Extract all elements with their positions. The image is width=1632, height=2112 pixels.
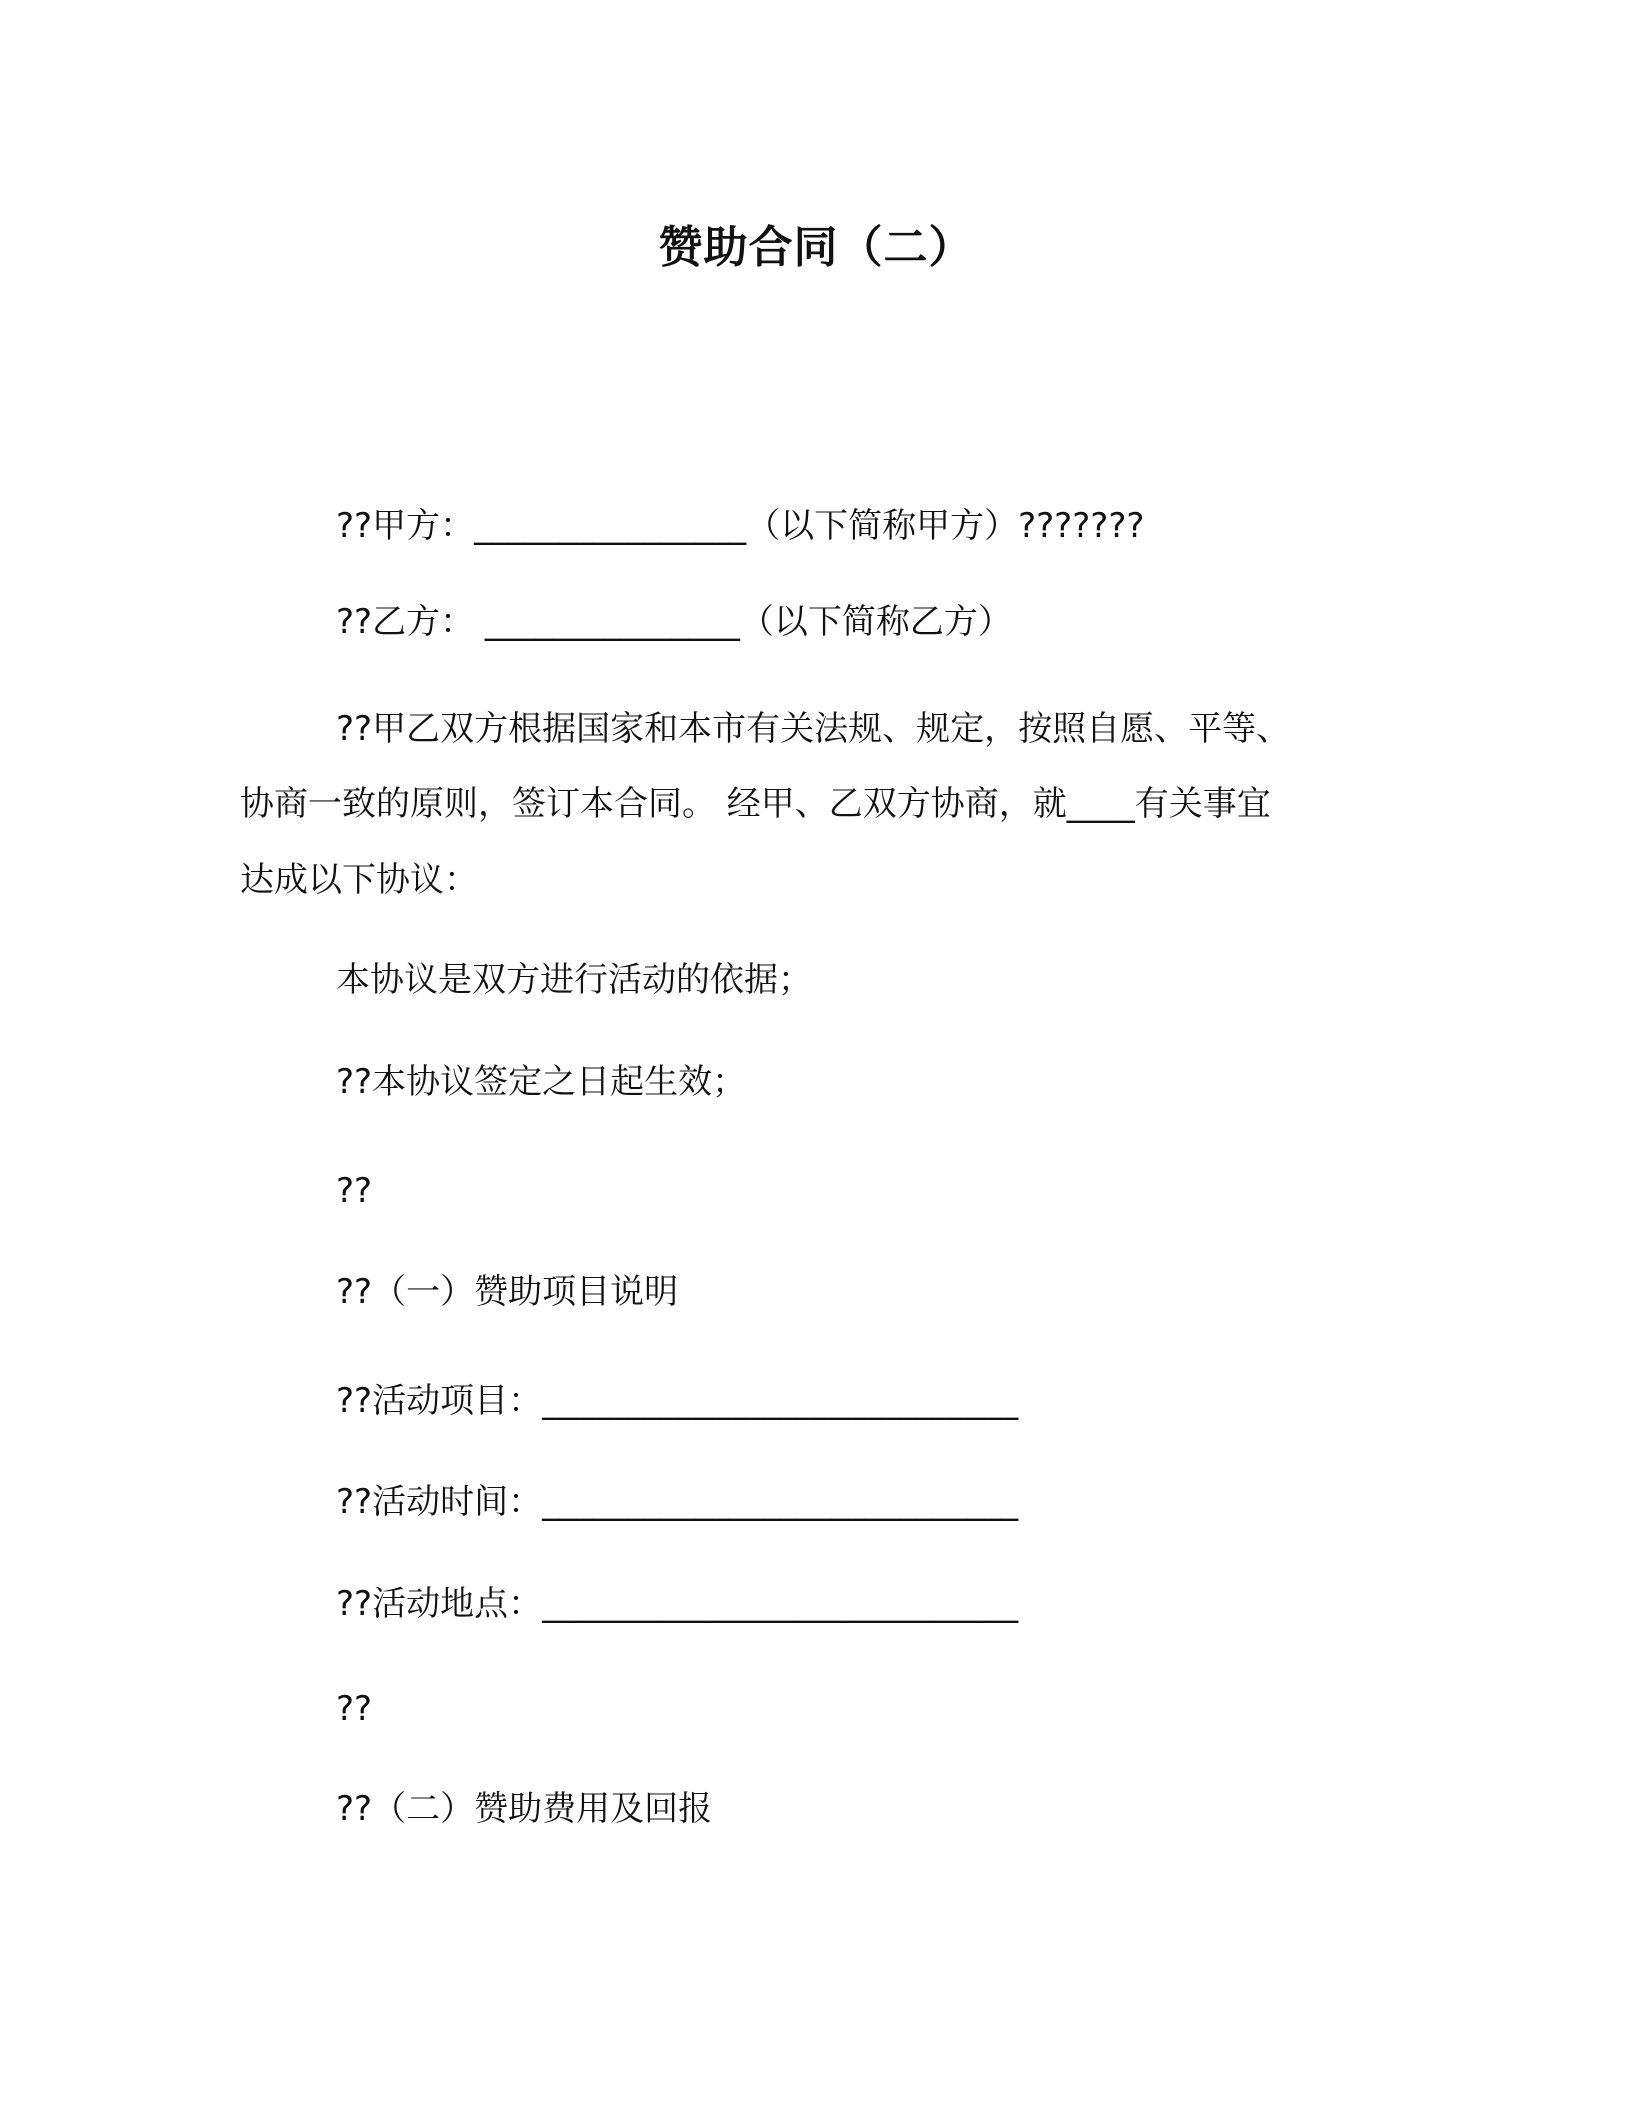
document-title: 赞助合同（二）: [658, 222, 974, 273]
section-2-heading: ??（二）赞助费用及回报: [336, 1789, 713, 1829]
preamble-line-2: 协商一致的原则，签订本合同。 经甲、乙双方协商，就____有关事宜: [240, 784, 1271, 824]
blank-line-1: ??: [336, 1171, 373, 1211]
party-a-line: ??甲方：________________（以下简称甲方）???????: [336, 506, 1145, 546]
clause-basis: 本协议是双方进行活动的依据；: [336, 960, 812, 1000]
activity-location-field: ??活动地点：____________________________: [336, 1584, 1019, 1624]
preamble-line-3: 达成以下协议：: [240, 860, 478, 900]
party-b-line: ??乙方： _______________（以下简称乙方）: [336, 602, 1012, 642]
activity-time-field: ??活动时间：____________________________: [336, 1482, 1019, 1522]
section-1-heading: ??（一）赞助项目说明: [336, 1272, 679, 1312]
blank-line-2: ??: [336, 1689, 373, 1729]
activity-project-field: ??活动项目：____________________________: [336, 1381, 1019, 1421]
clause-effective: ??本协议签定之日起生效；: [336, 1062, 747, 1102]
preamble-line-1: ??甲乙双方根据国家和本市有关法规、规定，按照自愿、平等、: [336, 709, 1291, 749]
